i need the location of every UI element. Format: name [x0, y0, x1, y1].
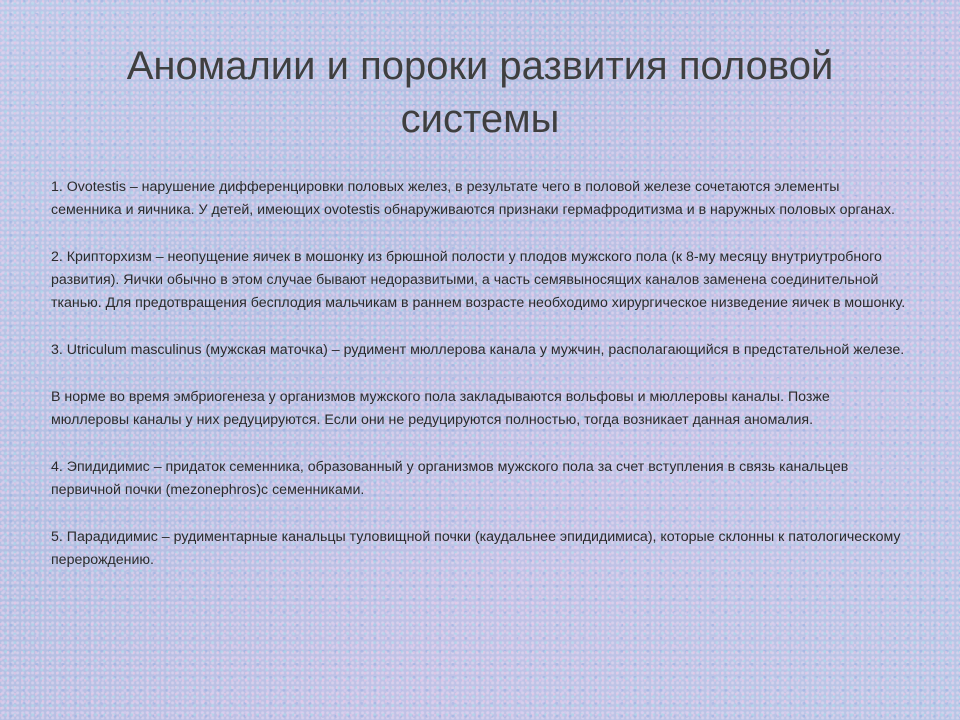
paragraph-utriculum: 3. Utriculum masculinus (мужская маточка) – рудимент мюллерова канала у мужчин, располагающийся в предстательной железе. [51, 342, 905, 358]
slide-body [51, 176, 911, 596]
slide-title: Аномалии и пороки развития половой системы [126, 44, 834, 141]
paragraph-paradidymis: 5. Парадидимис – рудиментарные канальцы туловищной почки (каудальнее эпидидимиса), которые склонны к патологическому перерождению. [51, 529, 901, 568]
paragraph-embryogenesis-note: В норме во время эмбриогенеза у организмов мужского пола закладываются вольфовы и мюллеровы каналы. Позже мюллеровы каналы у них редуцируются. Если они не редуцируются полностью, тогда возникает данная аномалия. [51, 389, 830, 428]
paragraph-cryptorchidism: 2. Крипторхизм – неопущение яичек в мошонку из брюшной полости у плодов мужского пола (к 8-му месяцу внутриутробного развития). Яички обычно в этом случае бывают недоразвитыми, а часть семявыносящих каналов заменена соединительной тканью. Для предотвращения бесплодия мальчикам в раннем возрасте необходимо хирургическое низведение яичек в мошонку. [51, 249, 906, 311]
paragraph-ovotestis: 1. Ovotestis – нарушение дифференцировки половых желез, в результате чего в половой железе сочетаются элементы семенника и яичника. У детей, имеющих ovotestis обнаруживаются признаки гермафродитизма и в наружных половых органах. [51, 179, 895, 218]
paragraph-epididymis: 4. Эпидидимис – придаток семенника, образованный у организмов мужского пола за счет вступления в связь канальцев первичной почки (mezonephros)с семенниками. [51, 459, 849, 498]
